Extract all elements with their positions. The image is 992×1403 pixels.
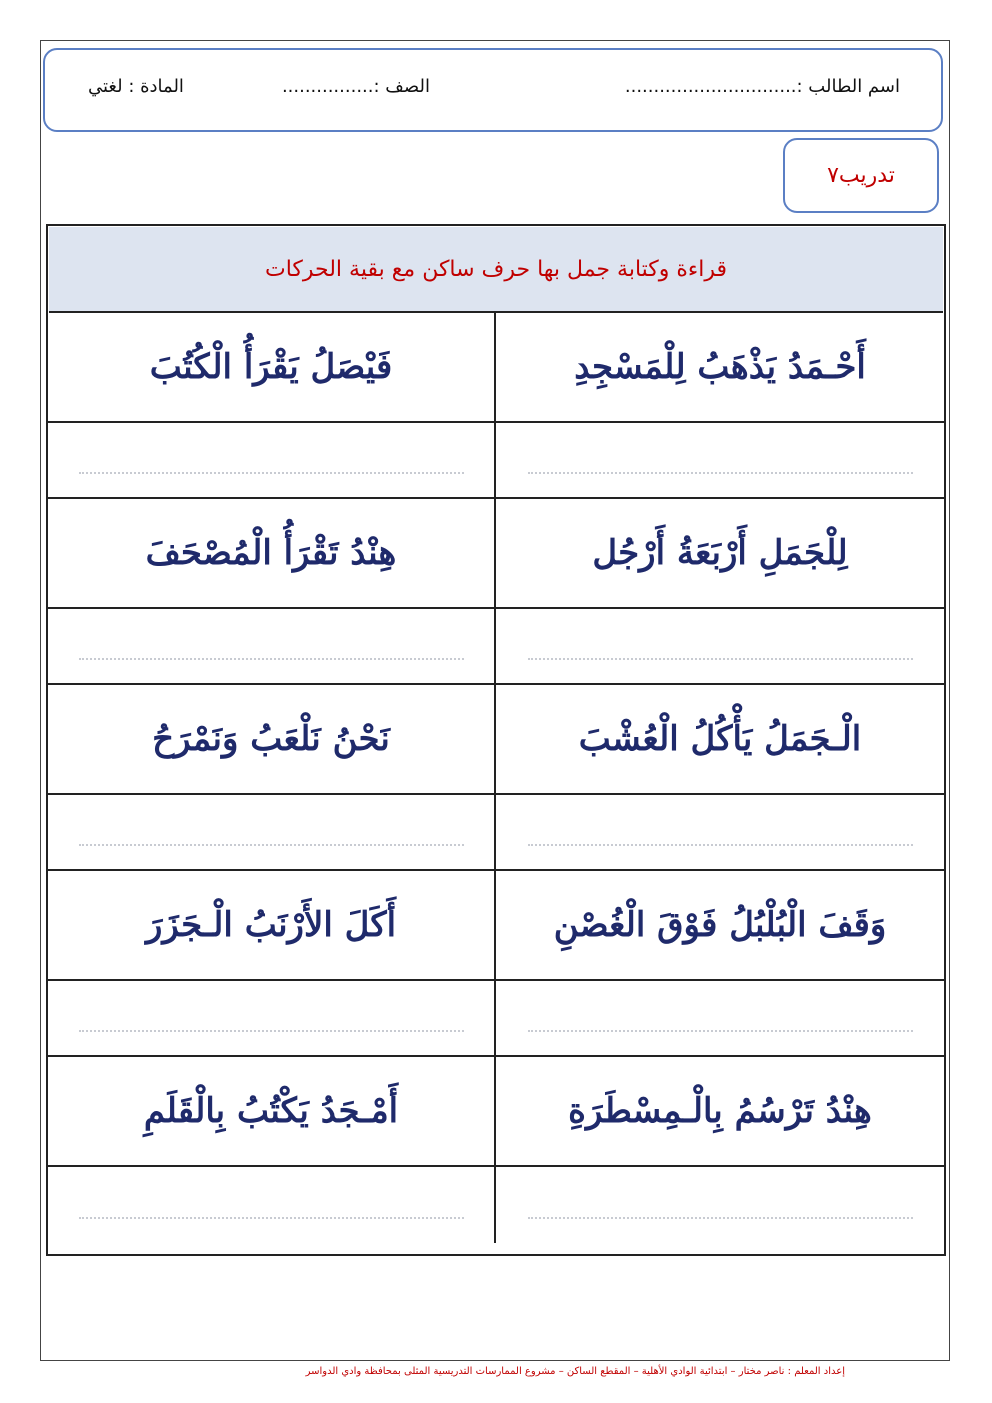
- dotted-line: [79, 844, 464, 846]
- writing-cell[interactable]: [48, 981, 496, 1055]
- writing-cell[interactable]: [48, 1167, 496, 1243]
- exercise-badge: تدريب٧: [783, 138, 939, 213]
- footer-credit: إعداد المعلم : ناصر مختار – ابتدائية الوادي الأهلية – المقطع الساكن – مشروع الممارسات التدريسية المثلى بمحافظة وادي الدواسر: [305, 1366, 845, 1377]
- writing-cell[interactable]: [496, 423, 944, 497]
- instruction-heading: قراءة وكتابة جمل بها حرف ساكن مع بقية الحركات: [49, 227, 943, 313]
- writing-row: [48, 609, 944, 685]
- sentence-cell: [496, 871, 944, 979]
- sentence-cell: [496, 313, 944, 421]
- grade-field[interactable]: الصف :................: [281, 76, 430, 97]
- dotted-line: [79, 1030, 464, 1032]
- sentence-cell: [496, 685, 944, 793]
- writing-cell[interactable]: [496, 981, 944, 1055]
- sentence-text: هِنْدُ تَرْسُمُ بِالْـمِسْطَرَةِ: [568, 1091, 872, 1131]
- sentence-text: لِلْجَمَلِ أَرْبَعَةُ أَرْجُل: [592, 533, 848, 573]
- dotted-line: [528, 658, 913, 660]
- sentence-text: هِنْدُ تَقْرَأُ الْمُصْحَفَ: [145, 533, 397, 573]
- sentence-cell: [48, 871, 496, 979]
- dotted-line: [528, 1030, 913, 1032]
- sentence-cell: [48, 313, 496, 421]
- dotted-line: [528, 1217, 913, 1219]
- sentence-row: [48, 499, 944, 609]
- sentence-text: الْـجَمَلُ يَأْكُلُ الْعُشْبَ: [578, 719, 862, 759]
- writing-cell[interactable]: [48, 423, 496, 497]
- sentence-cell: [48, 1057, 496, 1165]
- sentence-row: [48, 685, 944, 795]
- dotted-line: [528, 472, 913, 474]
- subject-label: المادة : لغتي: [88, 76, 184, 97]
- writing-row: [48, 981, 944, 1057]
- dotted-line: [528, 844, 913, 846]
- sentence-text: أَكَلَ الأَرْنَبُ الْـجَزَرَ: [145, 905, 397, 945]
- writing-row: [48, 1167, 944, 1243]
- student-name-field[interactable]: اسم الطالب :..............................: [624, 76, 900, 97]
- sentence-text: أَمْـجَدُ يَكْتُبُ بِالْقَلَمِ: [143, 1091, 399, 1131]
- writing-cell[interactable]: [496, 609, 944, 683]
- sentence-text: أَحْـمَدُ يَذْهَبُ لِلْمَسْجِدِ: [574, 347, 866, 387]
- sentence-text: وَقَفَ الْبُلْبُلُ فَوْقَ الْغُصْنِ: [553, 905, 887, 945]
- sentence-text: فَيْصَلُ يَقْرَأُ الْكُتُبَ: [149, 347, 393, 387]
- sentence-cell: [496, 1057, 944, 1165]
- writing-cell[interactable]: [496, 1167, 944, 1243]
- writing-row: [48, 795, 944, 871]
- writing-cell[interactable]: [48, 795, 496, 869]
- writing-row: [48, 423, 944, 499]
- sentence-grid: [48, 313, 944, 1243]
- sentence-text: نَحْنُ نَلْعَبُ وَنَمْرَحُ: [152, 719, 390, 759]
- sentence-cell: [48, 685, 496, 793]
- dotted-line: [79, 472, 464, 474]
- dotted-line: [79, 658, 464, 660]
- sentence-cell: [48, 499, 496, 607]
- sentence-row: [48, 313, 944, 423]
- writing-cell[interactable]: [496, 795, 944, 869]
- sentence-row: [48, 1057, 944, 1167]
- sentence-row: [48, 871, 944, 981]
- sentence-cell: [496, 499, 944, 607]
- dotted-line: [79, 1217, 464, 1219]
- writing-cell[interactable]: [48, 609, 496, 683]
